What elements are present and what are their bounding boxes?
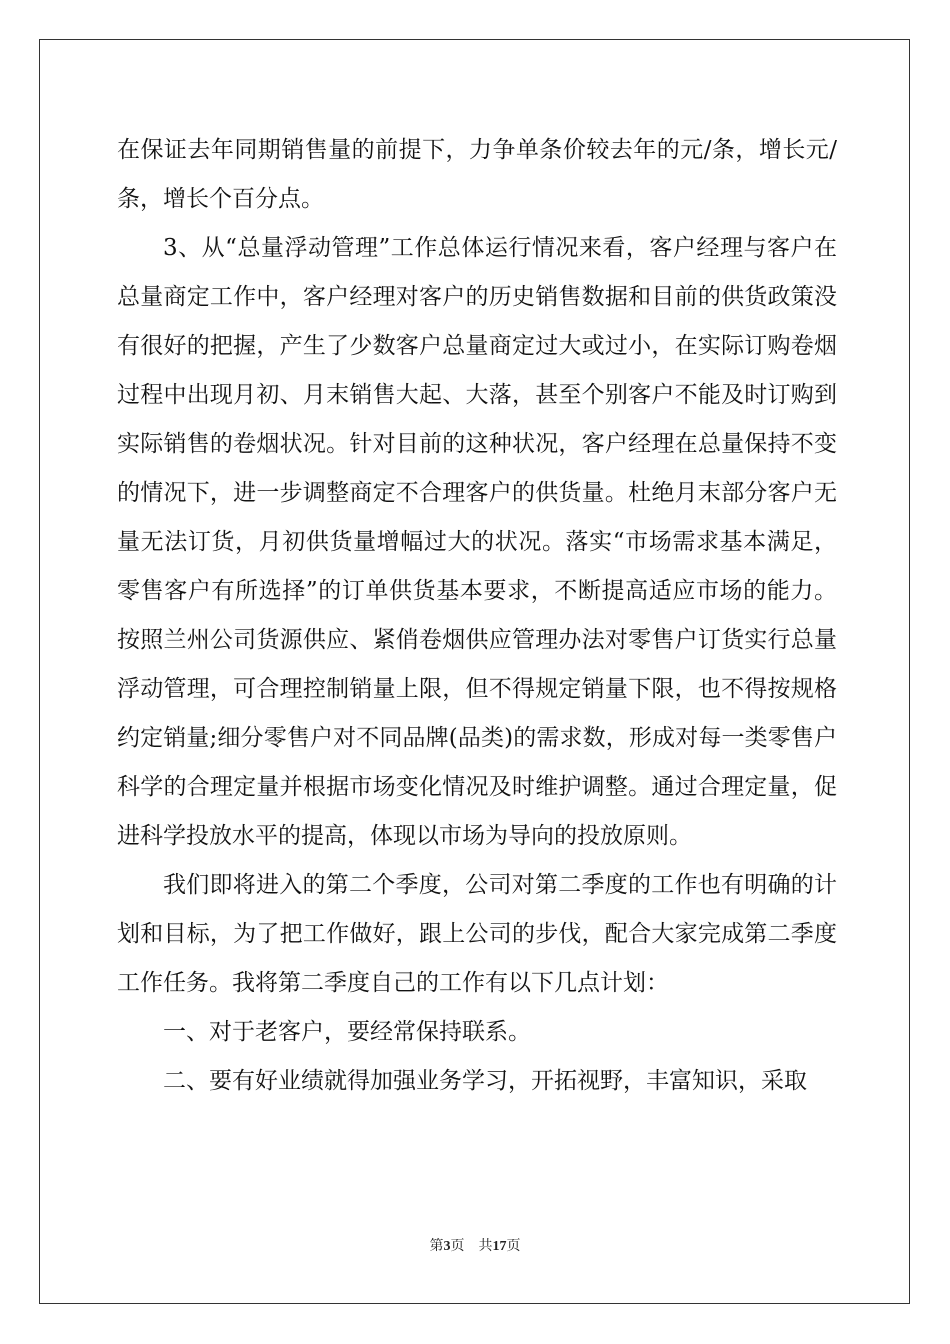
paragraph-5: 二、要有好业绩就得加强业务学习，开拓视野，丰富知识，采取	[163, 1068, 807, 1094]
paragraph-2: 3、从“总量浮动管理”工作总体运行情况来看，客户经理与客户在总量商定工作中，客户经理对客户的历史销售数据和目前的供货政策没有很好的把握，产生了少数客户总量商定过大或过小，在实际订购卷烟过程中出现月初、月末销售大起、大落，甚至个别客户不能及时订购到实际销售的卷烟状况。针对目前的这种状况，客户经理在总量保持不变的情况下，进一步调整商定不合理客户的供货量。杜绝月末部分客户无量无法订货，月初供货量增幅过大的状况。落实“市场需求基本满足，零售客户有所选择”的订单供货基本要求，不断提高适应市场的能力。按照兰州公司货源供应、紧俏卷烟供应管理办法对零售户订货实行总量浮动管理，可合理控制销量上限，但不得规定销量下限，也不得按规格约定销量;细分零售户对不同品牌(品类)的需求数，形成对每一类零售户科学的合理定量并根据市场变化情况及时维护调整。通过合理定量，促进科学投放水平的提高，体现以市场为导向的投放原则。	[117, 235, 837, 849]
page-prefix: 第	[429, 1239, 444, 1254]
total-suffix: 页	[506, 1239, 521, 1254]
paragraph-4: 一、对于老客户，要经常保持联系。	[163, 1019, 531, 1045]
total-prefix: 共	[478, 1239, 493, 1254]
page-footer	[0, 1235, 950, 1255]
document-body	[117, 126, 837, 1106]
page-number: 3	[443, 1239, 451, 1254]
paragraph-1: 在保证去年同期销售量的前提下，力争单条价较去年的元/条，增长元/条，增长个百分点。	[117, 137, 837, 212]
paragraph-3: 我们即将进入的第二个季度，公司对第二季度的工作也有明确的计划和目标，为了把工作做好，跟上公司的步伐，配合大家完成第二季度工作任务。我将第二季度自己的工作有以下几点计划：	[117, 872, 837, 996]
page-suffix: 页	[450, 1239, 465, 1254]
total-pages: 17	[492, 1239, 507, 1254]
